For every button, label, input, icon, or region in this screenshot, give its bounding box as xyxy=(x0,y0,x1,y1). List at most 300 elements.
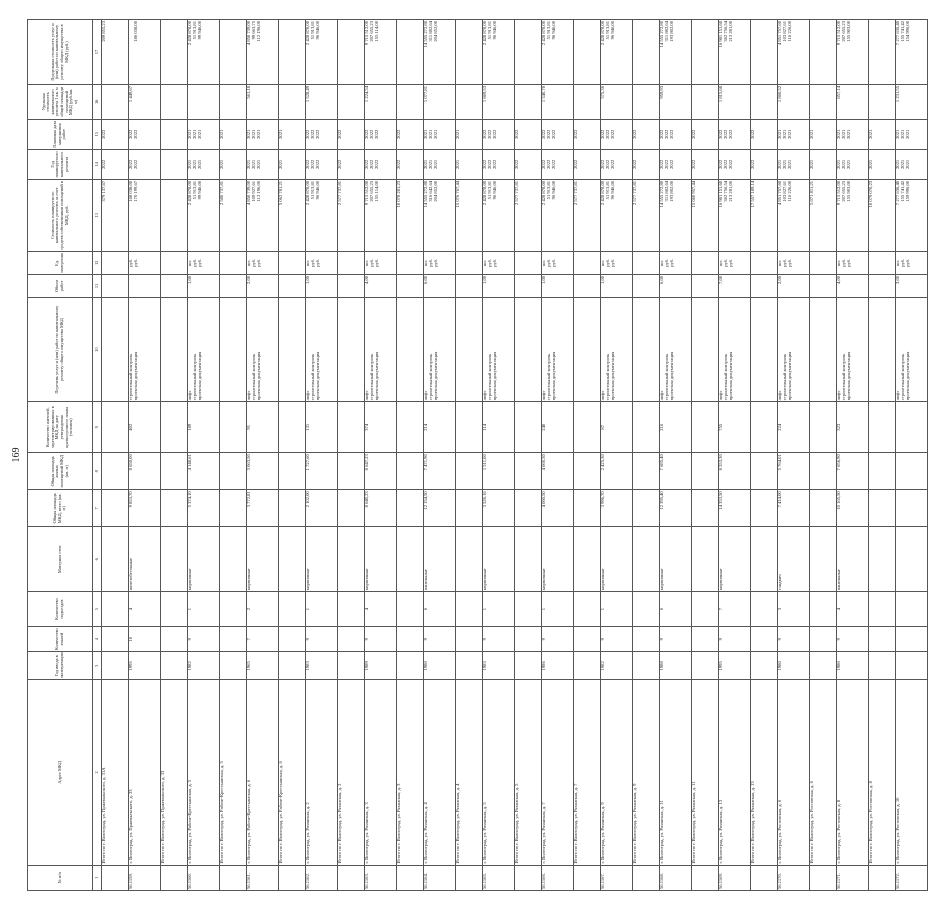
empty-cell xyxy=(220,626,247,651)
work-item: лифт xyxy=(541,390,546,401)
residents-count: 240 xyxy=(542,402,574,453)
floors-count: 9 xyxy=(483,626,515,651)
years-list xyxy=(542,149,574,179)
building-row xyxy=(837,20,869,891)
date-item: 2021 xyxy=(187,129,192,139)
year-item: 2022 xyxy=(541,159,546,169)
empty-cell xyxy=(338,592,365,627)
work-volume: 1,00 xyxy=(483,274,515,297)
column-number: 16 xyxy=(93,84,102,119)
years-list xyxy=(188,149,220,179)
total-label: Итого по г. Волгоград, ул. Рязанская, д. 7 xyxy=(574,680,601,865)
empty-cell xyxy=(810,84,837,119)
row-number-cell xyxy=(515,865,542,890)
row-number: 56.1171. xyxy=(837,865,869,890)
limits-list xyxy=(719,20,751,85)
empty-cell xyxy=(161,527,188,592)
total-date: 2022 xyxy=(692,119,719,149)
year-item: 2022 xyxy=(310,159,316,169)
date-item: 2022 xyxy=(487,129,493,139)
total-date: 2021 xyxy=(456,119,483,149)
works-list xyxy=(188,298,220,402)
empty-cell xyxy=(751,527,778,592)
residents-count: 87 xyxy=(601,402,633,453)
living-area: 7 685,40 xyxy=(660,453,692,490)
building-row xyxy=(896,20,928,891)
total-row xyxy=(220,20,247,891)
year-item: 2021 xyxy=(428,159,434,169)
empty-cell xyxy=(161,402,188,453)
cost-item: 51 913,81 xyxy=(487,180,493,200)
empty-cell xyxy=(102,490,129,527)
total-date: 2022 xyxy=(574,119,601,149)
work-item: проектная документация xyxy=(728,351,734,401)
work-volume: 1,00 xyxy=(601,274,633,297)
date-item: 2021 xyxy=(841,129,847,139)
unit-item: руб. xyxy=(256,258,262,267)
empty-cell xyxy=(397,592,424,627)
limit-item: 51 913,81 xyxy=(605,21,611,40)
total-limit xyxy=(692,20,719,85)
cost-item: 96 946,00 xyxy=(551,180,557,200)
building-address: г. Волгоград, ул. Рязанская, д. 11 xyxy=(660,680,692,865)
year-item: 2021 xyxy=(836,159,841,169)
work-item: строительный контроль xyxy=(128,353,133,401)
total-limit xyxy=(515,20,542,85)
year-item: 2021 xyxy=(192,159,198,169)
works-list xyxy=(424,298,456,402)
year-item: 2021 xyxy=(900,159,906,169)
costs-list xyxy=(188,179,220,251)
total-limit xyxy=(161,20,188,85)
column-header: Общая площадь жилых помещений МКД (кв. м) xyxy=(28,453,93,490)
empty-cell xyxy=(869,652,896,680)
dates-list xyxy=(778,119,810,149)
empty-cell xyxy=(220,453,247,490)
total-date: 2022 xyxy=(102,119,129,149)
empty-cell xyxy=(692,84,719,119)
units-list xyxy=(247,251,279,274)
floors-count xyxy=(896,626,928,651)
dates-list xyxy=(129,119,161,149)
unit-item: руб. xyxy=(428,258,434,267)
limits-list xyxy=(483,20,515,85)
residents-count: 323 xyxy=(837,402,869,453)
work-item: лифт xyxy=(482,390,487,401)
unit-item: шт. xyxy=(246,259,251,266)
empty-cell xyxy=(397,453,424,490)
residents-count: 755 xyxy=(719,402,751,453)
year-item: 2021 xyxy=(197,159,203,169)
cost-item: 116 226,00 xyxy=(787,180,793,202)
residents-count: 91 xyxy=(247,402,279,453)
total-limit xyxy=(456,20,483,85)
row-number: 56.1168. xyxy=(660,865,692,890)
total-date: 2022 xyxy=(751,119,778,149)
dates-list xyxy=(424,119,456,149)
wall-material: панельные xyxy=(424,527,456,592)
wall-material: железобетонные xyxy=(129,527,161,592)
residents-count: 214 xyxy=(424,402,456,453)
limits-list xyxy=(837,20,869,85)
empty-cell xyxy=(810,592,837,627)
unit-item: руб. xyxy=(728,258,734,267)
table-body xyxy=(102,20,928,891)
years-list xyxy=(837,149,869,179)
year-item: 2021 xyxy=(895,159,900,169)
limit-item: 204 852,00 xyxy=(433,21,439,42)
work-item: лифт xyxy=(364,390,369,401)
empty-cell xyxy=(338,626,365,651)
empty-cell xyxy=(397,652,424,680)
work-item: строительный контроль xyxy=(841,353,847,401)
units-list xyxy=(188,251,220,274)
year-item: 2021 xyxy=(423,159,428,169)
empty-cell xyxy=(810,274,837,297)
unit-item: шт. xyxy=(187,259,192,266)
work-item: проектная документация xyxy=(787,351,793,401)
cost-item: 51 913,81 xyxy=(310,180,316,200)
year-built: 1983 xyxy=(306,652,338,680)
unit-item: руб. xyxy=(128,258,133,267)
date-item: 2021 xyxy=(846,129,852,139)
date-item: 2022 xyxy=(305,129,310,139)
empty-cell xyxy=(338,84,365,119)
work-item: проектная документация xyxy=(433,351,439,401)
empty-cell xyxy=(456,274,483,297)
unit-item: руб. xyxy=(315,258,321,267)
total-cost: 5 071 811,21 xyxy=(810,179,837,251)
empty-cell xyxy=(633,274,660,297)
specific-cost: 1 528,49 xyxy=(306,84,338,119)
limit-item: 207 655,23 xyxy=(369,21,375,42)
specific-cost: 1 077,81 xyxy=(424,84,456,119)
floors-count: 9 xyxy=(601,626,633,651)
unit-item: руб. xyxy=(492,258,498,267)
column-header: Количество жителей, зарегистрированных в МКД на дату утверждения краткосрочного плана (человек) xyxy=(28,402,93,453)
row-number-cell xyxy=(751,865,778,890)
empty-cell xyxy=(220,251,247,274)
date-item: 2021 xyxy=(192,129,198,139)
column-header: Год ввода в эксплуатацию xyxy=(28,652,93,680)
empty-cell xyxy=(751,274,778,297)
row-number: 56.1161. xyxy=(247,865,279,890)
unit-item: руб. xyxy=(787,258,793,267)
empty-cell xyxy=(515,274,542,297)
column-header: Количество подъездов xyxy=(28,592,93,627)
unit-item: руб. xyxy=(192,258,198,267)
empty-cell xyxy=(574,527,601,592)
building-address: г. Волгоград, ул. Рязанская, д. 5 xyxy=(483,680,515,865)
year-item: 2022 xyxy=(482,159,487,169)
year-item: 2022 xyxy=(369,159,375,169)
years-list xyxy=(483,149,515,179)
empty-cell xyxy=(279,84,306,119)
total-area: 2 102,00 xyxy=(306,490,338,527)
cost-item: 207 655,23 xyxy=(841,180,847,202)
work-item: проектная документация xyxy=(256,351,262,401)
row-number-cell xyxy=(338,865,365,890)
entrances-count: 1 xyxy=(188,592,220,627)
work-volume: 7,00 xyxy=(719,274,751,297)
empty-cell xyxy=(279,626,306,651)
total-cost: 17 557 189,14 xyxy=(751,179,778,251)
limit-item: 9 715 512,00 xyxy=(364,21,369,46)
limit-item: 155 903,00 xyxy=(846,21,852,42)
total-label: Итого по г. Волгоград, ул. Рабоче-Крестьянская, д. 5 xyxy=(220,680,247,865)
row-number-cell xyxy=(220,865,247,890)
residents-count: 131 xyxy=(306,402,338,453)
work-item: проектная документация xyxy=(492,351,498,401)
works-list xyxy=(247,298,279,402)
date-item: 2022 xyxy=(669,129,675,139)
date-item: 2022 xyxy=(482,129,487,139)
works-list xyxy=(483,298,515,402)
work-item: строительный контроль xyxy=(369,353,375,401)
work-volume: 2,00 xyxy=(247,274,279,297)
living-area: 8 647,23 xyxy=(365,453,397,490)
empty-cell xyxy=(338,453,365,490)
work-volume: 4,00 xyxy=(837,274,869,297)
cost-item: 51 913,81 xyxy=(546,180,552,200)
year-item: 2022 xyxy=(718,159,723,169)
year-built: 1986 xyxy=(542,652,574,680)
empty-cell xyxy=(456,298,483,402)
residents-count: 189 xyxy=(188,402,220,453)
column-headers-row xyxy=(28,20,93,891)
empty-cell xyxy=(869,592,896,627)
date-item: 2022 xyxy=(718,129,723,139)
wall-material: кирпичные xyxy=(483,527,515,592)
cost-item: 4 851 757,60 xyxy=(777,180,782,206)
units-list xyxy=(719,251,751,274)
empty-cell xyxy=(456,84,483,119)
total-cost: 5 062 781,21 xyxy=(279,179,306,251)
dates-list xyxy=(601,119,633,149)
works-list xyxy=(837,298,869,402)
column-number: 13 xyxy=(93,179,102,251)
total-date xyxy=(161,119,188,149)
limit-item: 96 946,00 xyxy=(492,21,498,40)
empty-cell xyxy=(397,274,424,297)
building-row xyxy=(778,20,810,891)
empty-cell xyxy=(456,490,483,527)
wall-material: кирпичные xyxy=(306,527,338,592)
work-item: лифт xyxy=(187,390,192,401)
work-volume: 4,00 xyxy=(365,274,397,297)
living-area: 1 727,60 xyxy=(306,453,338,490)
total-limit xyxy=(338,20,365,85)
unit-item: шт. xyxy=(482,259,487,266)
year-item: 2022 xyxy=(374,159,380,169)
empty-cell xyxy=(810,626,837,651)
total-cost: 10 078 281,23 xyxy=(397,179,424,251)
empty-cell xyxy=(102,652,129,680)
empty-cell xyxy=(456,652,483,680)
works-list xyxy=(542,298,574,402)
empty-cell xyxy=(397,402,424,453)
empty-cell xyxy=(456,527,483,592)
specific-cost: 561,18 xyxy=(247,84,279,119)
limit-item: 4 851 757,60 xyxy=(777,21,782,46)
costs-list xyxy=(247,179,279,251)
year-item: 2022 xyxy=(610,159,616,169)
unit-item: руб. xyxy=(374,258,380,267)
empty-cell xyxy=(751,402,778,453)
row-number: 56.1167. xyxy=(601,865,633,890)
rotated-sheet xyxy=(11,19,911,891)
empty-cell xyxy=(161,84,188,119)
cost-item: 213 281,00 xyxy=(728,180,734,202)
building-row xyxy=(660,20,692,891)
year-item: 2022 xyxy=(492,159,498,169)
total-year: 2021 xyxy=(869,149,896,179)
building-row xyxy=(247,20,279,891)
total-date: 2021 xyxy=(869,119,896,149)
total-area: 3 996,70 xyxy=(601,490,633,527)
total-year: 2022 xyxy=(574,149,601,179)
empty-cell xyxy=(810,652,837,680)
empty-cell xyxy=(515,298,542,402)
entrances-count xyxy=(896,592,928,627)
entrances-count: 1 xyxy=(542,592,574,627)
cost-item: 2 428 878,00 xyxy=(305,180,310,206)
costs-list xyxy=(129,179,161,251)
specific-cost: 857,14 xyxy=(837,84,869,119)
total-limit xyxy=(220,20,247,85)
specific-cost: 1 449,67 xyxy=(129,84,161,119)
work-volume xyxy=(129,274,161,297)
empty-cell xyxy=(338,274,365,297)
wall-material xyxy=(896,527,928,592)
dates-list xyxy=(896,119,928,149)
work-volume: 3,00 xyxy=(896,274,928,297)
living-area: 7 471,90 xyxy=(424,453,456,490)
years-list xyxy=(778,149,810,179)
empty-cell xyxy=(338,251,365,274)
work-item: строительный контроль xyxy=(900,353,906,401)
empty-cell xyxy=(102,626,129,651)
unit-item: шт. xyxy=(541,259,546,266)
date-item: 2022 xyxy=(492,129,498,139)
empty-cell xyxy=(515,402,542,453)
cost-item: 362 756,54 xyxy=(723,180,729,202)
empty-cell xyxy=(161,490,188,527)
empty-cell xyxy=(279,274,306,297)
empty-cell xyxy=(692,592,719,627)
total-year: 2022 xyxy=(397,149,424,179)
empty-cell xyxy=(279,592,306,627)
work-item: проектная документация xyxy=(669,351,675,401)
column-number: 10 xyxy=(93,298,102,402)
living-area: 8 650,00 xyxy=(129,453,161,490)
page-number: 169 xyxy=(11,447,22,463)
empty-cell xyxy=(220,490,247,527)
date-item: 2022 xyxy=(664,129,670,139)
unit-item: руб. xyxy=(664,258,670,267)
building-row xyxy=(424,20,456,891)
limit-item: 2 428 878,00 xyxy=(305,21,310,46)
column-header: № п/п xyxy=(28,865,93,890)
building-address: г. Волгоград, ул. Рязанская, д. 13 xyxy=(719,680,751,865)
total-year: 2022 xyxy=(338,149,365,179)
total-area: 8 640,23 xyxy=(365,490,397,527)
empty-cell xyxy=(397,84,424,119)
total-row xyxy=(456,20,483,891)
entrances-count: 4 xyxy=(837,592,869,627)
empty-cell xyxy=(338,298,365,402)
empty-cell xyxy=(633,652,660,680)
limit-item: 2 428 878,00 xyxy=(187,21,192,46)
total-date: 2021 xyxy=(220,119,247,149)
empty-cell xyxy=(574,652,601,680)
floors-count: 7 xyxy=(247,626,279,651)
total-cost: 15 060 957,44 xyxy=(692,179,719,251)
empty-cell xyxy=(220,527,247,592)
total-year: 2022 xyxy=(633,149,660,179)
empty-cell xyxy=(515,592,542,627)
column-number: 5 xyxy=(93,592,102,627)
unit-item: руб. xyxy=(782,258,788,267)
total-area: 14 353,50 xyxy=(719,490,751,527)
empty-cell xyxy=(869,84,896,119)
units-list xyxy=(660,251,692,274)
empty-cell xyxy=(102,402,129,453)
row-number-cell xyxy=(102,865,129,890)
limit-item: 311 882,64 xyxy=(428,21,434,42)
work-item: лифт xyxy=(718,390,723,401)
limit-item: 186 038,00 xyxy=(133,21,139,42)
year-item: 2022 xyxy=(723,159,729,169)
total-limit xyxy=(574,20,601,85)
date-item: 2022 xyxy=(310,129,316,139)
limit-item: 362 756,54 xyxy=(723,21,729,42)
wall-material: кирпичные xyxy=(188,527,220,592)
total-cost: 2 577 737,81 xyxy=(338,179,365,251)
year-item: 2022 xyxy=(669,159,675,169)
empty-cell xyxy=(102,274,129,297)
empty-cell xyxy=(633,453,660,490)
wall-material: кирпичные xyxy=(660,527,692,592)
floors-count: 9 xyxy=(778,626,810,651)
empty-cell xyxy=(279,298,306,402)
building-row xyxy=(306,20,338,891)
limit-item: 2 428 878,00 xyxy=(482,21,487,46)
units-list xyxy=(424,251,456,274)
date-item: 2022 xyxy=(541,129,546,139)
limit-item: 14 555 272,80 xyxy=(423,21,428,48)
empty-cell xyxy=(751,453,778,490)
date-item: 2022 xyxy=(128,129,133,139)
cost-item: 2 428 878,00 xyxy=(541,180,546,206)
cost-item: 96 946,00 xyxy=(610,180,616,200)
unit-item: шт. xyxy=(305,259,310,266)
units-list xyxy=(778,251,810,274)
unit-item: шт. xyxy=(659,259,664,266)
date-item: 2022 xyxy=(546,129,552,139)
year-item: 2022 xyxy=(487,159,493,169)
work-item: строительный контроль xyxy=(605,353,611,401)
column-number: 4 xyxy=(93,626,102,651)
date-item: 2021 xyxy=(782,129,788,139)
empty-cell xyxy=(633,84,660,119)
empty-cell xyxy=(161,251,188,274)
total-label: Итого по г. Волгоград, ул. Рязанская, д. 13 xyxy=(751,680,778,865)
unit-item: руб. xyxy=(197,258,203,267)
unit-item: руб. xyxy=(251,258,257,267)
living-area: 8 553,30 xyxy=(719,453,751,490)
year-built: 1983 xyxy=(483,652,515,680)
